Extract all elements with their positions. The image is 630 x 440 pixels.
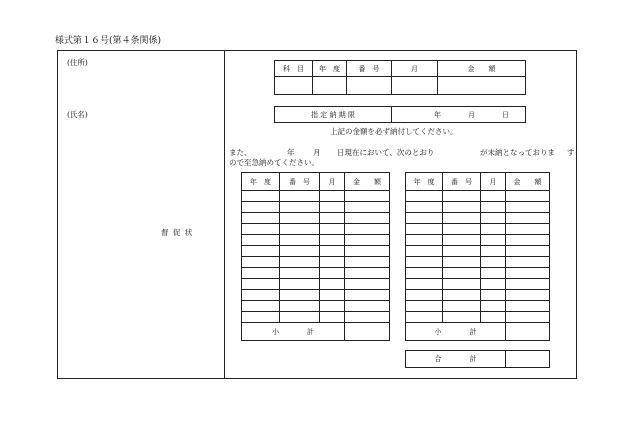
arrears-cell [242, 235, 280, 246]
arrears-row [406, 257, 550, 268]
arrears-cell [320, 290, 345, 301]
arrears-cell [443, 235, 481, 246]
arrears-cell [481, 279, 506, 290]
arrears-cell [443, 246, 481, 257]
arrears-cell [481, 202, 506, 213]
arrears-cell [345, 224, 390, 235]
arrears-cell [345, 312, 390, 323]
arrears-row [242, 202, 390, 213]
body-month: 月 [313, 148, 321, 157]
grand-total-table [405, 350, 550, 368]
arrears-cell [443, 224, 481, 235]
billing-header-cell: 年 度 [313, 61, 347, 77]
billing-header-row [275, 61, 526, 77]
arrears-cell [345, 235, 390, 246]
arrears-row [406, 202, 550, 213]
arrears-header-row [242, 173, 390, 191]
arrears-cell [280, 213, 320, 224]
billing-value-cell [438, 77, 526, 95]
body-prefix: また、 [229, 148, 252, 157]
arrears-row [242, 191, 390, 202]
arrears-cell [506, 213, 550, 224]
arrears-cell [506, 312, 550, 323]
arrears-cell [345, 202, 390, 213]
arrears-row [242, 224, 390, 235]
name-label: (氏名) [67, 110, 88, 119]
arrears-cell [320, 312, 345, 323]
arrears-body [242, 191, 390, 323]
arrears-cell [443, 312, 481, 323]
arrears-cell [345, 213, 390, 224]
arrears-cell [481, 268, 506, 279]
arrears-cell [280, 312, 320, 323]
arrears-row [242, 268, 390, 279]
arrears-cell [443, 213, 481, 224]
body-year: 年 [287, 148, 295, 157]
deadline-label: 指 定 納 期 限 [275, 107, 392, 123]
arrears-cell [481, 213, 506, 224]
arrears-cell [242, 312, 280, 323]
arrears-cell [345, 268, 390, 279]
body-line2: ので至急納めてください。 [229, 158, 319, 167]
arrears-cell [506, 301, 550, 312]
subtotal-label: 小 計 [406, 323, 506, 341]
arrears-cell [406, 268, 443, 279]
arrears-cell [506, 235, 550, 246]
arrears-header-cell: 番 号 [280, 173, 320, 191]
arrears-header-cell: 月 [320, 173, 345, 191]
billing-header-cell: 月 [392, 61, 438, 77]
arrears-cell [345, 246, 390, 257]
arrears-row [242, 312, 390, 323]
arrears-cell [506, 224, 550, 235]
arrears-cell [280, 301, 320, 312]
arrears-cell [481, 301, 506, 312]
arrears-cell [242, 246, 280, 257]
deadline-day: 日 [502, 111, 509, 119]
arrears-cell [320, 224, 345, 235]
arrears-cell [242, 257, 280, 268]
arrears-cell [506, 246, 550, 257]
arrears-cell [242, 301, 280, 312]
arrears-row [406, 224, 550, 235]
arrears-cell [443, 268, 481, 279]
arrears-cell [320, 202, 345, 213]
subtotal-label: 小 計 [242, 323, 345, 341]
arrears-cell [506, 257, 550, 268]
arrears-cell [406, 246, 443, 257]
arrears-row [406, 279, 550, 290]
arrears-cell [506, 279, 550, 290]
arrears-cell [406, 224, 443, 235]
arrears-row [406, 268, 550, 279]
subtotal-value [506, 323, 550, 341]
arrears-cell [443, 257, 481, 268]
address-label: (住所) [67, 58, 88, 67]
deadline-table [274, 106, 526, 123]
arrears-cell [506, 268, 550, 279]
arrears-row [406, 312, 550, 323]
arrears-cell [481, 224, 506, 235]
arrears-row [406, 235, 550, 246]
subtotal-value [345, 323, 390, 341]
deadline-year: 年 [434, 111, 441, 119]
body-suffix: が未納となっておりま [480, 148, 555, 157]
arrears-cell [280, 268, 320, 279]
arrears-cell [242, 279, 280, 290]
arrears-cell [320, 235, 345, 246]
arrears-row [406, 301, 550, 312]
arrears-row [242, 257, 390, 268]
arrears-cell [345, 301, 390, 312]
arrears-cell [481, 246, 506, 257]
arrears-cell [242, 224, 280, 235]
arrears-cell [481, 290, 506, 301]
arrears-cell [506, 202, 550, 213]
arrears-cell [320, 301, 345, 312]
arrears-cell [242, 213, 280, 224]
arrears-header-cell: 月 [481, 173, 506, 191]
arrears-row [242, 235, 390, 246]
arrears-header-cell: 金 額 [345, 173, 390, 191]
arrears-row [242, 213, 390, 224]
billing-header-cell: 金 額 [438, 61, 526, 77]
arrears-cell [443, 191, 481, 202]
arrears-row [242, 301, 390, 312]
arrears-cell [481, 312, 506, 323]
arrears-header-cell: 年 度 [406, 173, 443, 191]
arrears-cell [242, 268, 280, 279]
arrears-cell [280, 202, 320, 213]
arrears-header-row [406, 173, 550, 191]
arrears-header-cell: 番 号 [443, 173, 481, 191]
arrears-cell [242, 202, 280, 213]
subtotal-row [242, 323, 390, 341]
arrears-cell [443, 279, 481, 290]
arrears-table-left [241, 172, 390, 341]
arrears-cell [320, 246, 345, 257]
billing-table [274, 60, 526, 95]
billing-value-cell [347, 77, 392, 95]
body-tail: す [567, 148, 575, 157]
deadline-month: 月 [468, 111, 475, 119]
billing-value-cell [392, 77, 438, 95]
arrears-cell [320, 257, 345, 268]
frame-divider [224, 50, 225, 379]
arrears-header-cell: 金 額 [506, 173, 550, 191]
arrears-cell [280, 290, 320, 301]
deadline-date-cell [392, 107, 526, 123]
arrears-row [242, 279, 390, 290]
arrears-row [242, 246, 390, 257]
arrears-row [242, 290, 390, 301]
arrears-cell [443, 290, 481, 301]
arrears-cell [506, 290, 550, 301]
arrears-cell [280, 224, 320, 235]
notice-text: 上記の金額を必ず納付してください。 [330, 127, 458, 136]
arrears-cell [345, 191, 390, 202]
arrears-cell [280, 257, 320, 268]
arrears-cell [280, 246, 320, 257]
arrears-cell [443, 301, 481, 312]
billing-header-cell: 番 号 [347, 61, 392, 77]
total-value [506, 351, 550, 368]
arrears-table-right [405, 172, 550, 341]
subtotal-row [406, 323, 550, 341]
arrears-cell [406, 312, 443, 323]
arrears-cell [406, 213, 443, 224]
arrears-cell [406, 279, 443, 290]
arrears-cell [280, 235, 320, 246]
arrears-cell [406, 257, 443, 268]
arrears-row [406, 191, 550, 202]
arrears-cell [481, 257, 506, 268]
arrears-cell [406, 301, 443, 312]
arrears-cell [481, 191, 506, 202]
arrears-cell [345, 257, 390, 268]
arrears-cell [406, 235, 443, 246]
total-label: 合 計 [406, 351, 506, 368]
arrears-row [406, 290, 550, 301]
billing-value-row [275, 77, 526, 95]
arrears-row [406, 213, 550, 224]
arrears-cell [242, 290, 280, 301]
form-id: 様式第１６号(第４条関係) [55, 36, 162, 46]
arrears-cell [280, 191, 320, 202]
arrears-cell [406, 290, 443, 301]
arrears-cell [506, 191, 550, 202]
billing-value-cell [313, 77, 347, 95]
arrears-row [406, 246, 550, 257]
arrears-cell [345, 279, 390, 290]
arrears-cell [320, 213, 345, 224]
arrears-body [406, 191, 550, 323]
arrears-cell [280, 279, 320, 290]
body-mid: 日現在において、次のとおり [337, 148, 435, 157]
arrears-cell [242, 191, 280, 202]
arrears-cell [481, 235, 506, 246]
arrears-header-cell: 年 度 [242, 173, 280, 191]
arrears-cell [320, 191, 345, 202]
document-title: 督 促 状 [161, 228, 194, 237]
arrears-cell [345, 290, 390, 301]
arrears-cell [406, 191, 443, 202]
arrears-cell [320, 279, 345, 290]
billing-value-cell [275, 77, 313, 95]
arrears-cell [406, 202, 443, 213]
billing-header-cell: 科 目 [275, 61, 313, 77]
arrears-cell [320, 268, 345, 279]
arrears-cell [443, 202, 481, 213]
